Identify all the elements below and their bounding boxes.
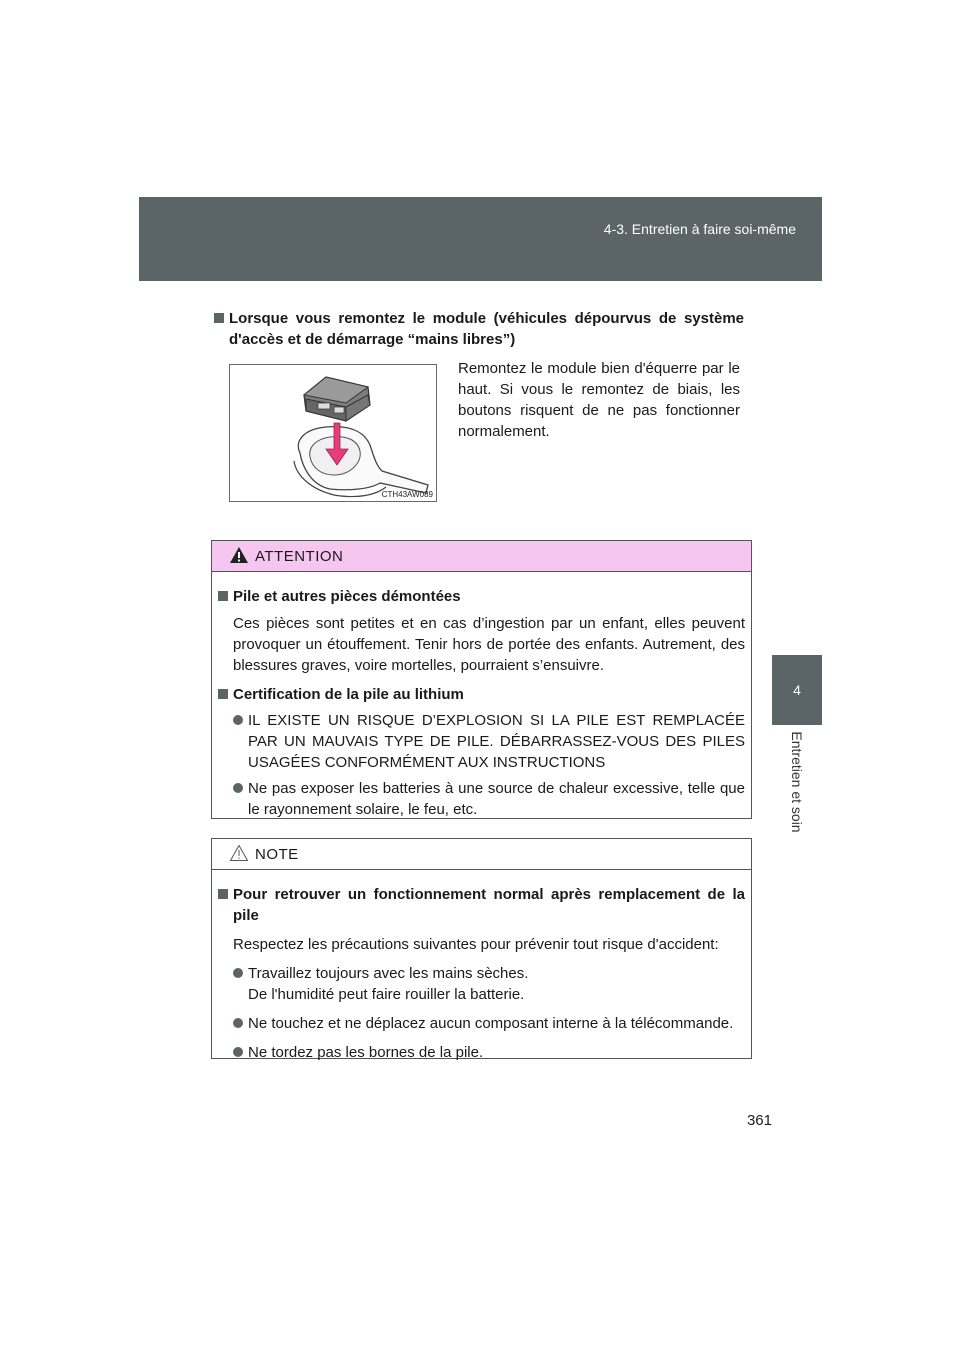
note-header — [212, 839, 751, 870]
attention-bullet2-text: Ne pas exposer les batteries à une source de chaleur excessive, telle que le rayonnement solaire, le feu, etc. — [248, 780, 745, 818]
attention-bullet — [218, 710, 745, 773]
note-item-title: Pour retrouver un fonctionnement normal après remplacement de la pile — [233, 886, 745, 924]
note-body — [212, 870, 751, 1073]
attention-header — [212, 541, 751, 572]
attention-item1-text: Ces pièces sont petites et en cas d’ingestion par un enfant, elles peuvent provoquer un étouffement. Tenir hors de portée des enfants. Autrement, des blessures graves, voire mortelles, pourraient s’ensuivre. — [233, 615, 745, 674]
warning-triangle-icon — [229, 546, 249, 564]
note-bullet — [218, 1013, 745, 1034]
chapter-number: 4 — [793, 682, 801, 698]
square-bullet-icon — [218, 689, 228, 699]
note-title: NOTE — [255, 846, 299, 863]
note-bullet1-line2: De l'humidité peut faire rouiller la batterie. — [248, 986, 525, 1003]
note-bullet3-text: Ne tordez pas les bornes de la pile. — [248, 1044, 484, 1061]
key-module-drawing-icon — [230, 365, 436, 501]
round-bullet-icon — [233, 968, 243, 978]
attention-item1-title: Pile et autres pièces démontées — [233, 588, 461, 605]
square-bullet-icon — [218, 591, 228, 601]
caution-outline-icon — [229, 844, 249, 862]
round-bullet-icon — [233, 1018, 243, 1028]
square-bullet-icon — [214, 313, 224, 323]
section-heading — [214, 308, 744, 350]
figure-description: Remontez le module bien d'équerre par le haut. Si vous le remontez de biais, les boutons risquent de ne pas fonctionner normalement. — [458, 360, 740, 440]
chapter-number-tab — [772, 655, 822, 725]
note-box — [211, 838, 752, 1059]
round-bullet-icon — [233, 783, 243, 793]
note-intro: Respectez les précautions suivantes pour prévenir tout risque d'accident: — [233, 936, 719, 953]
page-number: 361 — [746, 1112, 772, 1129]
attention-item-heading — [218, 684, 745, 705]
note-bullet — [218, 963, 745, 1005]
chapter-side-label: Entretien et soin — [789, 731, 805, 833]
chapter-section-title: 4-3. Entretien à faire soi-même — [603, 221, 796, 237]
note-item-heading — [218, 884, 745, 926]
section-title: Lorsque vous remontez le module (véhicules dépourvus de système d'accès et de démarrage “mains libres”) — [229, 310, 744, 348]
attention-bullet1-text: IL EXISTE UN RISQUE D’EXPLOSION SI LA PILE EST REMPLACÉE PAR UN MAUVAIS TYPE DE PILE. DÉBARRASSEZ-VOUS DES PILES USAGÉES CONFORMÉMENT AUX INSTRUCTIONS — [248, 712, 745, 771]
attention-item2-title: Certification de la pile au lithium — [233, 686, 464, 703]
round-bullet-icon — [233, 715, 243, 725]
module-illustration — [229, 364, 437, 502]
attention-box — [211, 540, 752, 819]
attention-bullet — [218, 778, 745, 820]
attention-item-heading — [218, 586, 745, 607]
attention-title: ATTENTION — [255, 548, 344, 565]
attention-body — [212, 572, 751, 830]
figure-code: CTH43AW089 — [381, 490, 433, 499]
note-bullet — [218, 1042, 745, 1063]
square-bullet-icon — [218, 889, 228, 899]
round-bullet-icon — [233, 1047, 243, 1057]
chapter-header — [139, 197, 822, 281]
note-bullet2-text: Ne touchez et ne déplacez aucun composant interne à la télécommande. — [248, 1015, 734, 1032]
note-bullet1-line1: Travaillez toujours avec les mains sèches. — [248, 965, 529, 982]
